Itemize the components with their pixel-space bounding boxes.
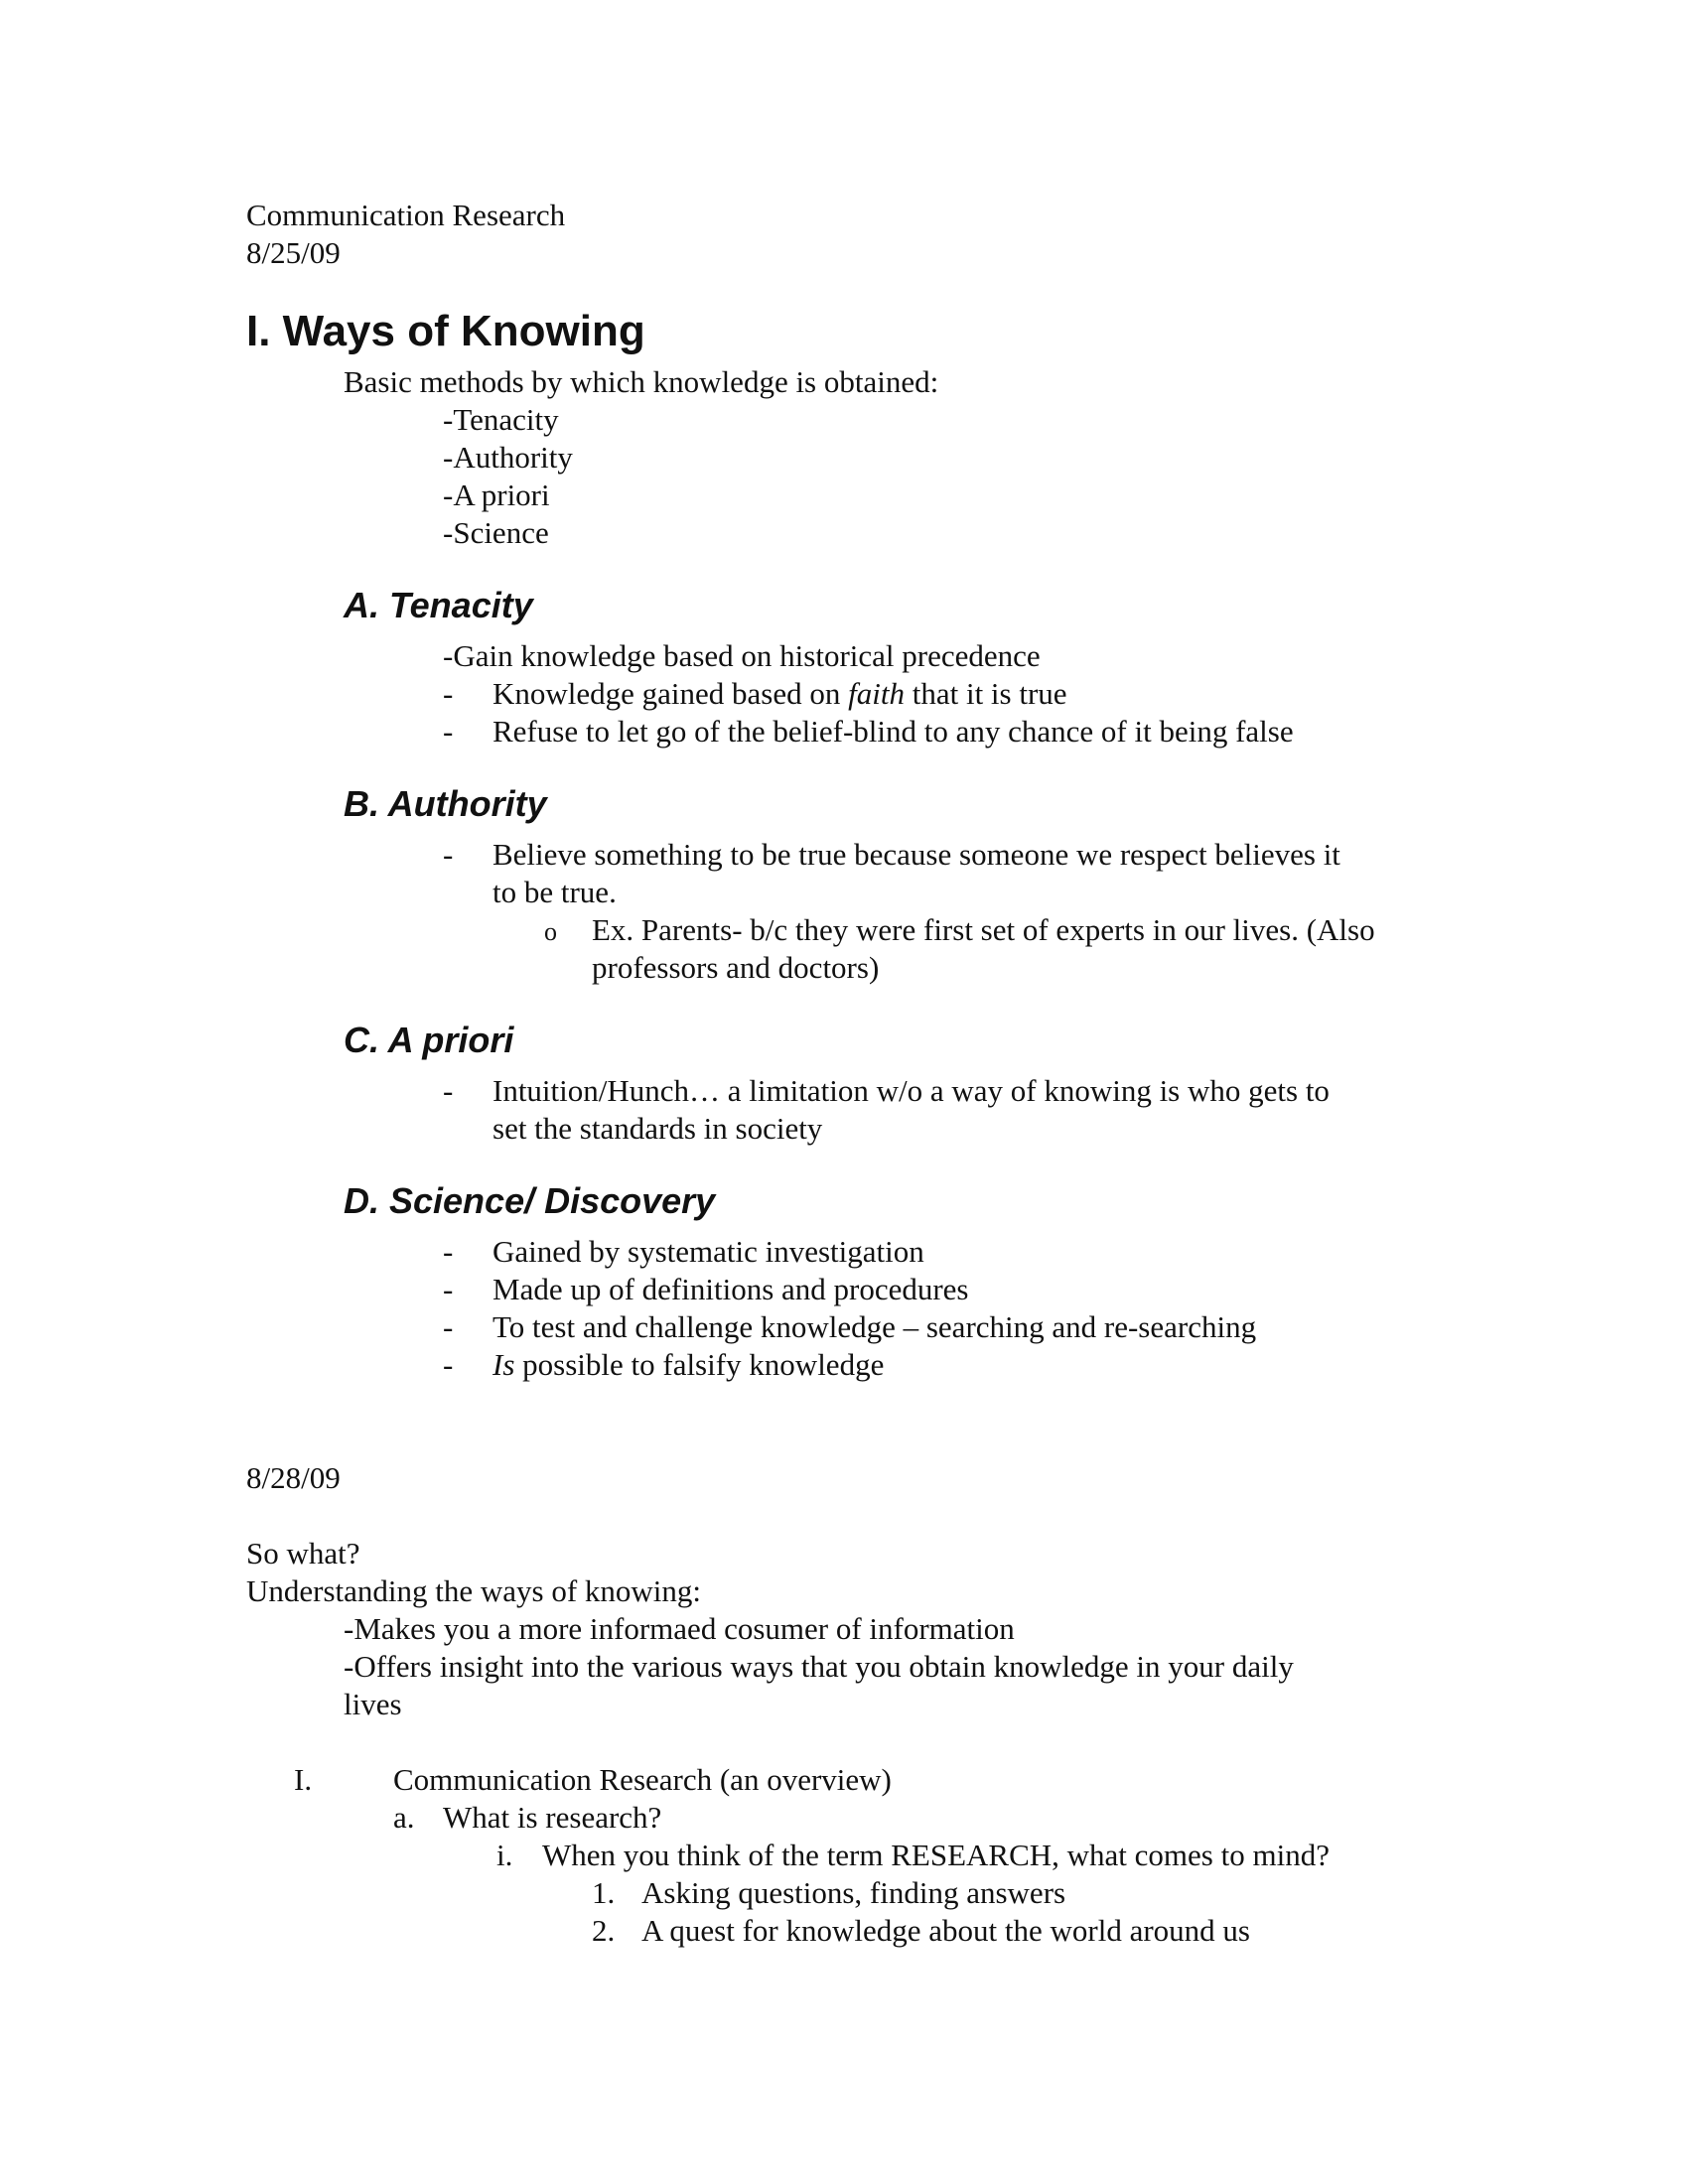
outline-a-marker: a. [393, 1800, 415, 1835]
outline-n2-text: A quest for knowledge about the world around us [641, 1913, 1250, 1948]
dash-bullet: - [443, 1234, 454, 1269]
date-1: 8/25/09 [246, 235, 341, 270]
method-item: -Science [443, 515, 549, 550]
dash-bullet: - [443, 1309, 454, 1344]
dash-bullet: - [443, 1272, 454, 1306]
circle-bullet: o [544, 917, 557, 946]
understanding-point-1: -Makes you a more informaed cosumer of information [344, 1611, 1015, 1646]
tenacity-line-1: -Gain knowledge based on historical precedence [443, 638, 1041, 673]
outline-title: Communication Research (an overview) [393, 1762, 892, 1797]
dash-bullet: - [443, 1347, 454, 1382]
outline-n1-marker: 1. [592, 1875, 616, 1910]
tenacity-line-2: Knowledge gained based on faith that it is true [492, 676, 1067, 711]
dash-bullet: - [443, 1073, 454, 1108]
dash-bullet: - [443, 837, 454, 872]
outline-n2-marker: 2. [592, 1913, 616, 1948]
date-2: 8/28/09 [246, 1460, 341, 1495]
apriori-line-1-cont: set the standards in society [492, 1111, 823, 1146]
understanding-point-2-cont: lives [344, 1687, 402, 1721]
understanding-text: Understanding the ways of knowing: [246, 1573, 702, 1608]
science-line-2: Made up of definitions and procedures [492, 1272, 969, 1306]
apriori-line-1: Intuition/Hunch… a limitation w/o a way of knowing is who gets to [492, 1073, 1330, 1108]
method-item: -A priori [443, 478, 550, 512]
authority-line-1: Believe something to be true because someone we respect believes it [492, 837, 1340, 872]
outline-a-text: What is research? [443, 1800, 662, 1835]
authority-example: Ex. Parents- b/c they were first set of experts in our lives. (Also [592, 912, 1375, 947]
subsection-heading-science: D. Science/ Discovery [344, 1180, 716, 1221]
understanding-point-2: -Offers insight into the various ways that you obtain knowledge in your daily [344, 1649, 1294, 1684]
science-line-3: To test and challenge knowledge – searching and re-searching [492, 1309, 1257, 1344]
dash-bullet: - [443, 676, 454, 711]
section-heading-ways-of-knowing: I. Ways of Knowing [246, 307, 645, 355]
subsection-heading-authority: B. Authority [344, 783, 547, 824]
so-what-text: So what? [246, 1536, 360, 1570]
dash-bullet: - [443, 714, 454, 749]
science-line-4: Is possible to falsify knowledge [492, 1347, 885, 1382]
outline-i-text: When you think of the term RESEARCH, what comes to mind? [542, 1838, 1330, 1872]
course-title: Communication Research [246, 198, 566, 232]
science-line-1: Gained by systematic investigation [492, 1234, 924, 1269]
authority-line-1-cont: to be true. [492, 875, 617, 909]
outline-roman-marker: I. [294, 1762, 313, 1797]
outline-i-marker: i. [496, 1838, 513, 1872]
method-item: -Tenacity [443, 402, 559, 437]
subsection-heading-tenacity: A. Tenacity [344, 585, 533, 625]
subsection-heading-a-priori: C. A priori [344, 1020, 514, 1060]
tenacity-line-3: Refuse to let go of the belief-blind to any chance of it being false [492, 714, 1294, 749]
method-item: -Authority [443, 440, 573, 475]
outline-n1-text: Asking questions, finding answers [641, 1875, 1066, 1910]
intro-text: Basic methods by which knowledge is obtained: [344, 364, 939, 399]
authority-example-cont: professors and doctors) [592, 950, 880, 985]
